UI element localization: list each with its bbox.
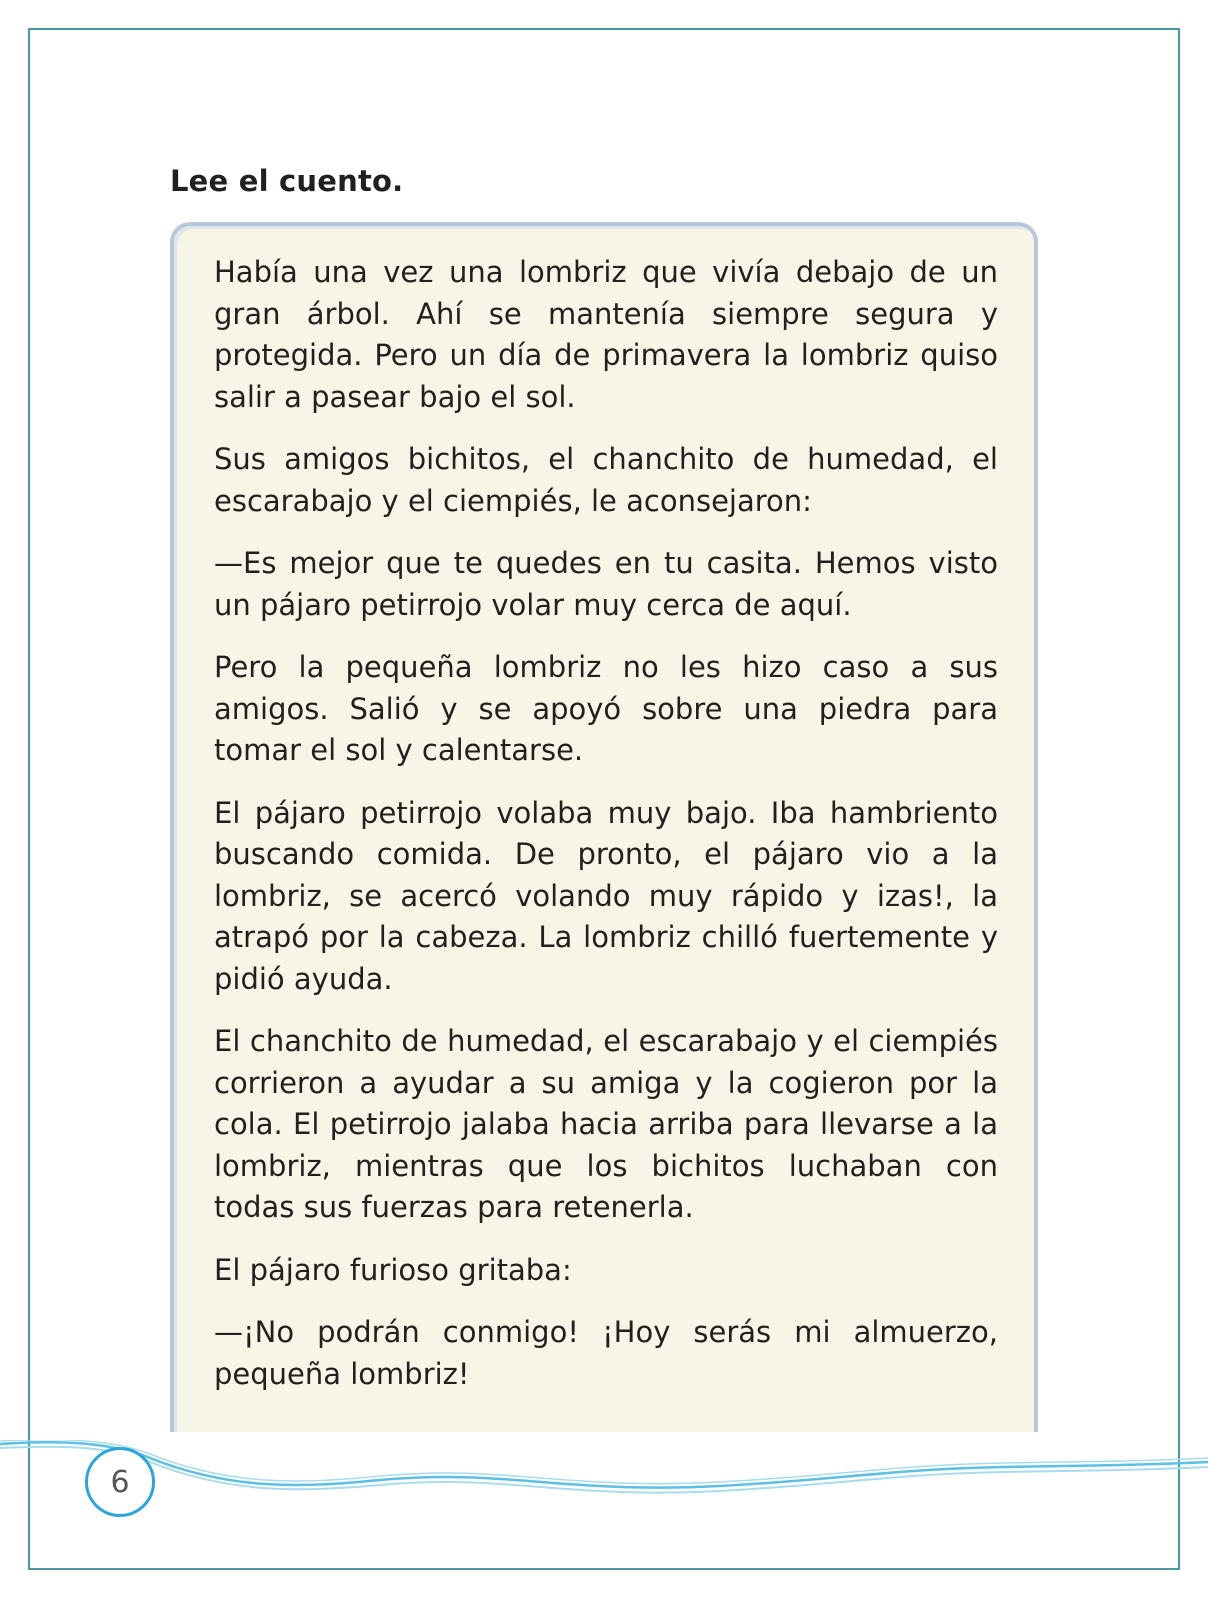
story-paragraph: Había una vez una lombriz que vivía debajo de un gran árbol. Ahí se mantenía siempre segura y protegida. Pero un día de primavera la lombriz quiso salir a pasear bajo el sol. xyxy=(214,255,998,414)
story-paragraph: —¡No podrán conmigo! ¡Hoy serás mi almuerzo, pequeña lombriz! xyxy=(214,1315,998,1391)
story-paragraph: Pero la pequeña lombriz no les hizo caso a sus amigos. Salió y se apoyó sobre una piedra para tomar el sol y calentarse. xyxy=(214,650,998,767)
story-text xyxy=(214,252,998,1416)
story-paragraph: —Es mejor que te quedes en tu casita. Hemos visto un pájaro petirrojo volar muy cerca de aquí. xyxy=(214,546,998,622)
story-paragraph: El chanchito de humedad, el escarabajo y el ciempiés corrieron a ayudar a su amiga y la cogieron por la cola. El petirrojo jalaba hacia arriba para llevarse a la lombriz, mientras que los bichitos luchaban con todas sus fuerzas para retenerla. xyxy=(214,1024,998,1224)
decorative-wave xyxy=(0,1440,1208,1530)
instruction-heading: Lee el cuento. xyxy=(170,164,404,198)
story-paragraph: El pájaro petirrojo volaba muy bajo. Iba hambriento buscando comida. De pronto, el pájaro vio a la lombriz, se acercó volando muy rápido y izas!, la atrapó por la cabeza. La lombriz chilló fuertemente y pidió ayuda. xyxy=(214,795,998,996)
page-number: 6 xyxy=(110,1464,130,1500)
page-number-badge xyxy=(85,1447,155,1517)
story-paragraph: El pájaro furioso gritaba: xyxy=(214,1252,572,1287)
story-box xyxy=(170,222,1038,1432)
story-paragraph: Sus amigos bichitos, el chanchito de humedad, el escarabajo y el ciempiés, le aconsejaron: xyxy=(214,442,998,518)
